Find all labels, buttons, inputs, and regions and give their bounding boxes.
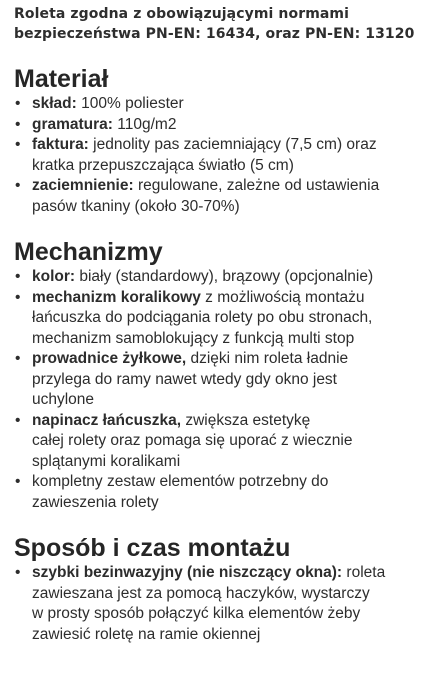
list-item — [14, 115, 420, 136]
item-text: biały (standardowy), brązowy (opcjonalnie) — [75, 268, 374, 285]
bullet-icon: • — [15, 136, 21, 153]
bullet-icon: • — [15, 473, 21, 490]
item-text-continued: zawieszenia rolety — [32, 493, 159, 511]
list-item — [14, 267, 420, 288]
list-item — [14, 176, 420, 217]
bullet-icon: • — [15, 288, 21, 306]
item-text: kompletny zestaw elementów potrzebny do — [32, 473, 329, 490]
list-item — [14, 349, 420, 411]
item-text-continued: kratka przepuszczająca światło (5 cm) — [32, 156, 294, 174]
list-item — [14, 472, 420, 513]
item-text-continued: w prosty sposób połączyć kilka elementów żeby — [32, 605, 361, 622]
intro-line-2: bezpieczeństwa PN-EN: 16434, oraz PN-EN: 13120 — [14, 26, 415, 42]
montaz-list — [14, 563, 420, 645]
section-heading-mechanizmy: Mechanizmy — [14, 238, 163, 266]
section-heading-montaz: Sposób i czas montażu — [14, 534, 291, 562]
item-term: zaciemnienie: — [32, 177, 134, 194]
item-text-continued: splątanymi koralikami — [32, 452, 181, 470]
item-text-continued: uchylone — [32, 391, 95, 408]
item-text: dzięki nim roleta ładnie — [186, 350, 349, 367]
intro-line-1: Roleta zgodna z obowiązującymi normami — [14, 6, 350, 22]
bullet-icon: • — [15, 350, 21, 367]
list-item — [14, 94, 420, 115]
item-text-continued: zawiesić roletę na ramie okiennej — [32, 625, 261, 643]
safety-norms-text — [14, 4, 420, 44]
item-text: z możliwością montażu — [200, 288, 365, 306]
item-text-continued: mechanizm samoblokujący z funkcją multi stop — [32, 329, 355, 347]
item-text-continued: łańcuszka do podciągania rolety po obu stronach, — [32, 309, 373, 326]
item-text: 100% poliester — [76, 95, 184, 112]
item-text: jednolity pas zaciemniający (7,5 cm) oraz — [88, 136, 377, 153]
item-text-continued: zawieszana jest za pomocą haczyków, wystarczy — [32, 584, 370, 602]
bullet-icon: • — [15, 411, 21, 429]
item-text: regulowane, zależne od ustawienia — [133, 177, 380, 194]
item-text-continued: całej rolety oraz pomaga się uporać z wiecznie — [32, 432, 353, 449]
section-heading-material: Materiał — [14, 65, 109, 93]
bullet-icon: • — [15, 115, 21, 133]
bullet-icon: • — [15, 268, 21, 285]
item-text-continued: pasów tkaniny (około 30-70%) — [32, 197, 240, 215]
item-term: szybki bezinwazyjny (nie niszczący okna): — [32, 564, 343, 581]
bullet-icon: • — [15, 177, 21, 194]
mechanizmy-list — [14, 267, 420, 513]
item-text-continued: przylega do ramy nawet wtedy gdy okno jest — [32, 370, 337, 388]
item-term: gramatura: — [32, 115, 113, 133]
list-item — [14, 563, 420, 645]
item-term: skład: — [32, 95, 77, 112]
item-term: kolor: — [32, 268, 76, 285]
bullet-icon: • — [15, 95, 21, 112]
item-term: faktura: — [32, 136, 89, 153]
list-item — [14, 411, 420, 473]
material-list — [14, 94, 420, 217]
list-item — [14, 288, 420, 350]
item-term: mechanizm koralikowy — [32, 288, 201, 306]
item-text: roleta — [342, 564, 386, 581]
list-item — [14, 135, 420, 176]
bullet-icon: • — [15, 564, 21, 581]
item-text: 110g/m2 — [112, 115, 177, 133]
item-text: zwiększa estetykę — [181, 411, 311, 429]
item-term: napinacz łańcuszka, — [32, 411, 182, 429]
item-term: prowadnice żyłkowe, — [32, 350, 187, 367]
